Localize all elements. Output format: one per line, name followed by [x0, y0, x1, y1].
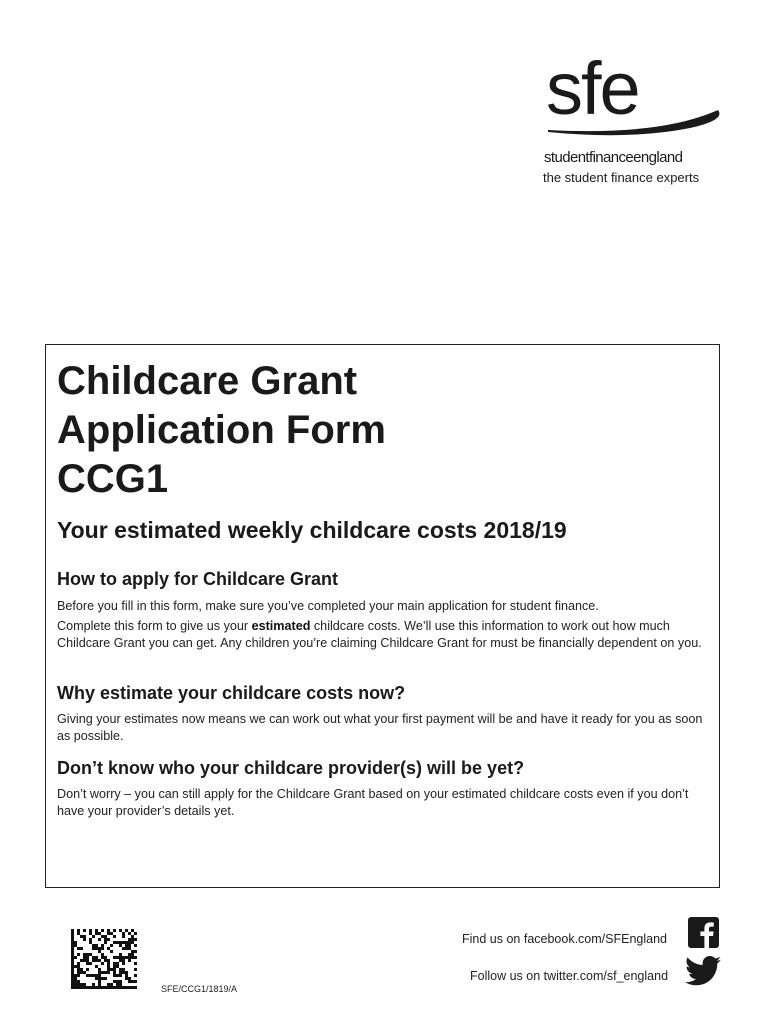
- paragraph-text: Complete this form to give us your: [57, 619, 252, 633]
- title-line: CCG1: [57, 457, 169, 501]
- facebook-icon[interactable]: [688, 917, 719, 948]
- sfe-logo: [540, 40, 730, 140]
- paragraph-text: childcare costs. We’ll use this information to work out how much Childcare Grant you can get. Any children you’re claiming Childcare Grant for must be financially dependent on you.: [57, 619, 702, 651]
- paragraph-emphasis: estimated: [251, 619, 311, 633]
- section-paragraph: Don’t worry – you can still apply for the Childcare Grant based on your estimated childcare costs even if you don’t have your provider’s details yet.: [57, 787, 689, 819]
- logo-name: studentfinanceengland: [544, 149, 683, 166]
- form-subtitle: Your estimated weekly childcare costs 2018/19: [57, 517, 567, 543]
- logo-tagline: the student finance experts: [543, 170, 700, 185]
- twitter-link[interactable]: Follow us on twitter.com/sf_england: [470, 969, 669, 983]
- form-title: [57, 357, 386, 504]
- section-paragraph: [57, 618, 717, 652]
- form-info-box: [45, 344, 720, 888]
- twitter-icon[interactable]: [685, 956, 721, 986]
- data-matrix-code: [71, 929, 137, 989]
- section-paragraph: Before you fill in this form, make sure you’ve completed your main application for student finance.: [57, 599, 599, 613]
- section-heading-provider: Don’t know who your childcare provider(s) will be yet?: [57, 758, 525, 778]
- title-line: Application Form: [57, 408, 386, 452]
- section-paragraph: Giving your estimates now means we can work out what your first payment will be and have it ready for you as soon as possible.: [57, 712, 703, 744]
- title-line: Childcare Grant: [57, 359, 358, 403]
- section-heading-how-to-apply: How to apply for Childcare Grant: [57, 569, 339, 589]
- logo-wordmark: sfe: [546, 47, 639, 130]
- form-reference: SFE/CCG1/1819/A: [161, 984, 238, 994]
- section-heading-why-estimate: Why estimate your childcare costs now?: [57, 683, 406, 703]
- facebook-link[interactable]: Find us on facebook.com/SFEngland: [462, 932, 667, 946]
